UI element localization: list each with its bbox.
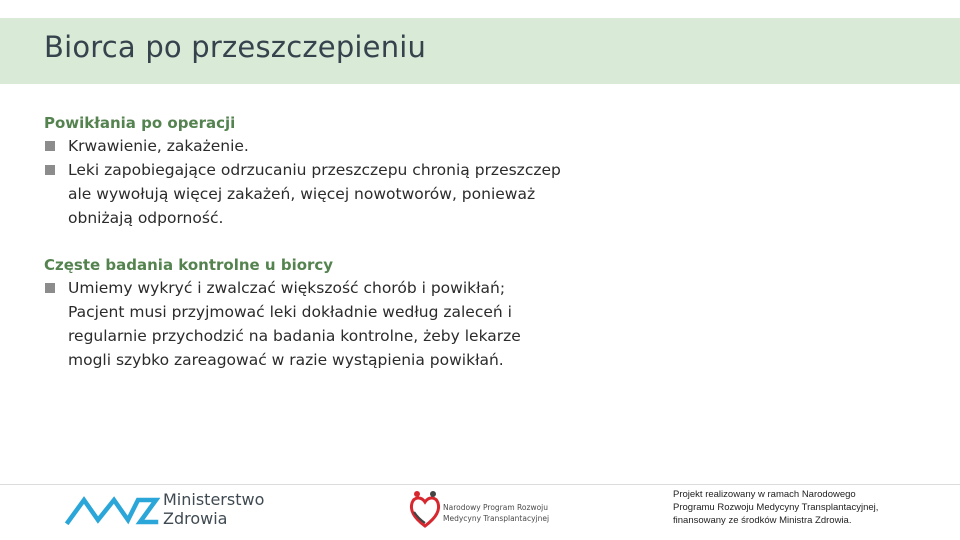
program-logo-line2: Medycyny Transplantacyjnej [443, 514, 550, 523]
list-item-text: Umiemy wykryć i zwalczać większość chorób i powikłań; Pacjent musi przyjmować leki dokładnie według zaleceń i regularnie przychodzić na badania kontrolne, żeby lekarze mogli szybko zareagować w razie wystąpienia powikłań. [68, 279, 521, 369]
ministry-logo-text [163, 490, 264, 528]
bullet-list [44, 276, 564, 372]
ministry-of-health-logo [64, 490, 264, 530]
program-logo-line1: Narodowy Program Rozwoju [443, 503, 549, 512]
funding-note-line: Programu Rozwoju Medycyny Transplantacyjnej, [673, 502, 879, 513]
list-item [44, 158, 564, 230]
list-item-text: Krwawienie, zakażenie. [68, 137, 249, 155]
section-heading: Powikłania po operacji [44, 114, 236, 132]
list-item-text: Leki zapobiegające odrzucaniu przeszczepu chronią przeszczep ale wywołują więcej zakażeń, więcej nowotworów, ponieważ obniżają odporność. [68, 161, 561, 227]
list-item [44, 276, 564, 372]
list-item [44, 134, 564, 158]
mz-mark-icon [64, 490, 160, 530]
ministry-logo-line1: Ministerstwo [163, 490, 265, 509]
section-complications [44, 113, 564, 230]
square-bullet-icon [45, 141, 55, 151]
square-bullet-icon [45, 283, 55, 293]
section-checkups [44, 255, 564, 372]
ministry-logo-line2: Zdrowia [163, 509, 228, 528]
section-heading: Częste badania kontrolne u biorcy [44, 256, 334, 274]
funding-note-line: finansowany ze środków Ministra Zdrowia. [673, 515, 852, 526]
heart-hands-icon [408, 488, 442, 532]
bullet-list [44, 134, 564, 230]
footer-divider [0, 484, 960, 485]
transplant-program-logo [408, 488, 568, 532]
program-logo-text [443, 502, 549, 524]
square-bullet-icon [45, 165, 55, 175]
funding-note [673, 488, 953, 527]
funding-note-line: Projekt realizowany w ramach Narodowego [673, 489, 856, 500]
slide-title: Biorca po przeszczepieniu [44, 30, 427, 64]
